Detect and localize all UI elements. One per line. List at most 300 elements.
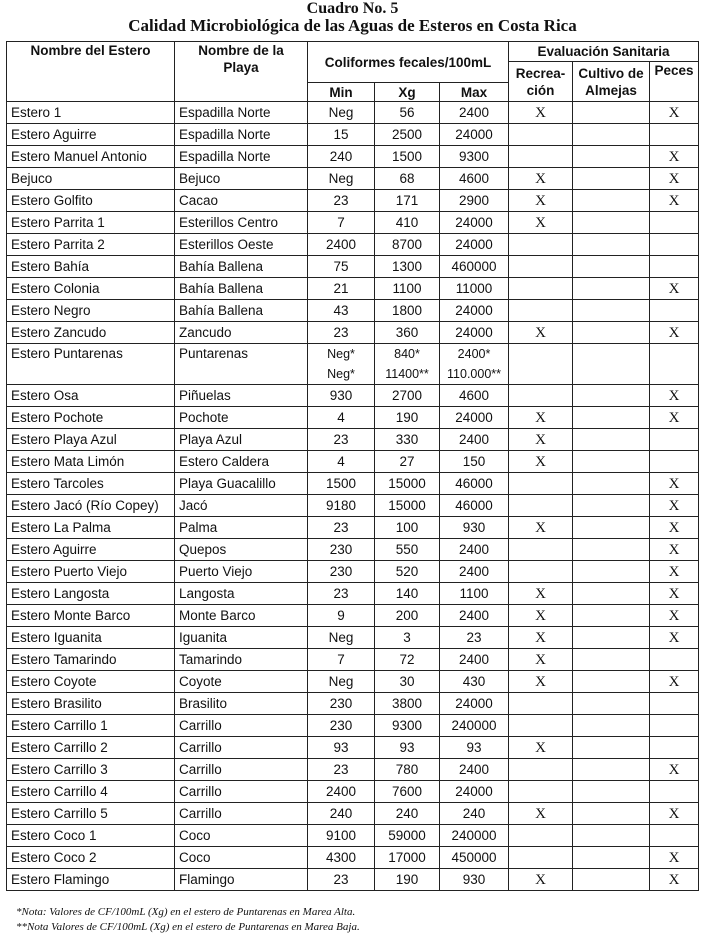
table-row	[7, 473, 699, 495]
cell-max: 93	[440, 737, 509, 759]
cell-max: 24000	[440, 124, 509, 146]
cell-recreacion: X	[509, 605, 573, 627]
cell-almejas	[573, 605, 650, 627]
table-row	[7, 102, 699, 124]
cell-min: 2400	[308, 781, 375, 803]
cell-xg: 17000	[375, 847, 440, 869]
cell-min: 240	[308, 803, 375, 825]
cell-min: 93	[308, 737, 375, 759]
cell-almejas	[573, 627, 650, 649]
cell-xg: 3800	[375, 693, 440, 715]
cell-estero: Estero 1	[7, 102, 175, 124]
cell-estero: Estero Brasilito	[7, 693, 175, 715]
cell-recreacion	[509, 278, 573, 300]
cell-min: 23	[308, 869, 375, 891]
cell-xg: 520	[375, 561, 440, 583]
cell-peces: X	[650, 278, 699, 300]
cell-xg: 550	[375, 539, 440, 561]
cell-min: 2400	[308, 234, 375, 256]
cell-recreacion	[509, 825, 573, 847]
table-row	[7, 168, 699, 190]
cell-recreacion	[509, 146, 573, 168]
cell-peces	[650, 300, 699, 322]
cell-estero: Estero Puntarenas	[7, 344, 175, 385]
table-row	[7, 649, 699, 671]
cell-recreacion	[509, 759, 573, 781]
cell-recreacion	[509, 473, 573, 495]
cell-recreacion: X	[509, 583, 573, 605]
cell-almejas	[573, 539, 650, 561]
cell-max: 2400	[440, 759, 509, 781]
cell-xg: 171	[375, 190, 440, 212]
col-header-coliformes: Coliformes fecales/100mL	[308, 42, 509, 83]
cell-recreacion: X	[509, 627, 573, 649]
cell-peces	[650, 344, 699, 385]
cell-xg: 140	[375, 583, 440, 605]
cell-recreacion: X	[509, 869, 573, 891]
cell-max: 240	[440, 803, 509, 825]
cell-estero: Estero Coyote	[7, 671, 175, 693]
cell-min: 230	[308, 539, 375, 561]
cell-min: Neg	[308, 102, 375, 124]
cell-recreacion	[509, 539, 573, 561]
cell-min: Neg	[308, 627, 375, 649]
cell-recreacion: X	[509, 190, 573, 212]
cell-almejas	[573, 168, 650, 190]
cell-min-alta: Neg*	[327, 347, 355, 361]
table-row	[7, 539, 699, 561]
cell-max: 24000	[440, 234, 509, 256]
cell-almejas	[573, 212, 650, 234]
table-row	[7, 627, 699, 649]
cell-playa: Estero Caldera	[175, 451, 308, 473]
cell-peces	[650, 781, 699, 803]
cell-max: 9300	[440, 146, 509, 168]
cell-min: 7	[308, 649, 375, 671]
cell-max	[440, 344, 509, 385]
cell-playa: Playa Azul	[175, 429, 308, 451]
cell-estero: Estero Tarcoles	[7, 473, 175, 495]
cell-peces	[650, 737, 699, 759]
cell-peces: X	[650, 190, 699, 212]
cell-peces	[650, 825, 699, 847]
water-quality-table	[6, 41, 699, 891]
cell-estero: Estero Carrillo 2	[7, 737, 175, 759]
cell-min: Neg	[308, 671, 375, 693]
cell-playa: Flamingo	[175, 869, 308, 891]
cell-peces: X	[650, 671, 699, 693]
cell-playa: Playa Guacalillo	[175, 473, 308, 495]
table-row	[7, 212, 699, 234]
cell-playa: Palma	[175, 517, 308, 539]
cell-recreacion	[509, 495, 573, 517]
cell-max: 2400	[440, 429, 509, 451]
cell-max: 46000	[440, 495, 509, 517]
cell-estero: Estero Negro	[7, 300, 175, 322]
cell-xg: 2700	[375, 385, 440, 407]
cell-max: 150	[440, 451, 509, 473]
table-title: Calidad Microbiológica de las Aguas de Esteros en Costa Rica	[128, 16, 577, 35]
cell-max: 930	[440, 869, 509, 891]
cell-max: 11000	[440, 278, 509, 300]
cell-playa: Espadilla Norte	[175, 124, 308, 146]
col-header-peces: Peces	[650, 62, 699, 102]
cell-max: 240000	[440, 825, 509, 847]
cell-xg: 1100	[375, 278, 440, 300]
cell-estero: Estero Carrillo 5	[7, 803, 175, 825]
cell-almejas	[573, 146, 650, 168]
cell-almejas	[573, 869, 650, 891]
cell-xg: 3	[375, 627, 440, 649]
cell-xg: 360	[375, 322, 440, 344]
cell-playa: Piñuelas	[175, 385, 308, 407]
cell-min: 23	[308, 759, 375, 781]
cell-peces: X	[650, 803, 699, 825]
table-row	[7, 344, 699, 385]
table-row	[7, 869, 699, 891]
cell-almejas	[573, 847, 650, 869]
cell-max: 23	[440, 627, 509, 649]
cell-peces: X	[650, 847, 699, 869]
cell-almejas	[573, 517, 650, 539]
table-row	[7, 124, 699, 146]
cell-xg: 100	[375, 517, 440, 539]
cell-estero: Bejuco	[7, 168, 175, 190]
cell-max: 24000	[440, 212, 509, 234]
cell-recreacion	[509, 715, 573, 737]
cell-xg: 1500	[375, 146, 440, 168]
cell-almejas	[573, 278, 650, 300]
table-row	[7, 671, 699, 693]
table-row	[7, 234, 699, 256]
cell-max: 24000	[440, 693, 509, 715]
cell-max: 240000	[440, 715, 509, 737]
cell-max-baja: 110.000**	[447, 367, 502, 381]
cell-almejas	[573, 300, 650, 322]
cell-playa: Jacó	[175, 495, 308, 517]
cell-almejas	[573, 715, 650, 737]
cell-min-baja: Neg*	[327, 367, 355, 381]
cell-min: 7	[308, 212, 375, 234]
cell-recreacion: X	[509, 737, 573, 759]
cell-almejas	[573, 102, 650, 124]
cell-max: 46000	[440, 473, 509, 495]
cell-playa: Coyote	[175, 671, 308, 693]
cell-peces: X	[650, 561, 699, 583]
cell-xg: 9300	[375, 715, 440, 737]
cell-playa: Brasilito	[175, 693, 308, 715]
cell-estero: Estero Tamarindo	[7, 649, 175, 671]
cell-peces: X	[650, 407, 699, 429]
col-header-almejas: Cultivo de Almejas	[573, 62, 650, 102]
cell-peces: X	[650, 385, 699, 407]
cell-playa: Bahía Ballena	[175, 300, 308, 322]
col-header-xg: Xg	[375, 83, 440, 102]
cell-almejas	[573, 344, 650, 385]
cell-almejas	[573, 561, 650, 583]
cell-peces: X	[650, 322, 699, 344]
cell-playa: Carrillo	[175, 737, 308, 759]
cell-recreacion: X	[509, 322, 573, 344]
cell-min: 1500	[308, 473, 375, 495]
table-row	[7, 385, 699, 407]
cell-playa: Espadilla Norte	[175, 146, 308, 168]
table-row	[7, 451, 699, 473]
cell-xg	[375, 344, 440, 385]
cell-xg: 15000	[375, 473, 440, 495]
cell-peces	[650, 649, 699, 671]
cell-almejas	[573, 385, 650, 407]
table-row	[7, 693, 699, 715]
cell-xg: 410	[375, 212, 440, 234]
table-body	[7, 102, 699, 891]
cell-peces: X	[650, 869, 699, 891]
cell-estero: Estero La Palma	[7, 517, 175, 539]
cell-estero: Estero Mata Limón	[7, 451, 175, 473]
cell-recreacion	[509, 385, 573, 407]
cell-peces: X	[650, 102, 699, 124]
cell-peces: X	[650, 473, 699, 495]
table-row	[7, 781, 699, 803]
cell-estero: Estero Bahía	[7, 256, 175, 278]
cell-peces: X	[650, 495, 699, 517]
cell-max: 24000	[440, 300, 509, 322]
cell-min: 15	[308, 124, 375, 146]
cell-recreacion	[509, 256, 573, 278]
cell-almejas	[573, 234, 650, 256]
footnote-alta: *Nota: Valores de CF/100mL (Xg) en el estero de Puntarenas en Marea Alta.	[16, 906, 356, 918]
cell-recreacion: X	[509, 803, 573, 825]
cell-peces: X	[650, 517, 699, 539]
col-header-recreacion: Recrea- ción	[509, 62, 573, 102]
table-number: Cuadro No. 5	[306, 0, 399, 17]
cell-playa: Puntarenas	[175, 344, 308, 385]
cell-max: 2400	[440, 539, 509, 561]
cell-max: 24000	[440, 407, 509, 429]
cell-xg-baja: 11400**	[385, 367, 429, 381]
cell-estero: Estero Monte Barco	[7, 605, 175, 627]
cell-playa: Carrillo	[175, 803, 308, 825]
table-row	[7, 847, 699, 869]
cell-playa: Cacao	[175, 190, 308, 212]
cell-estero: Estero Osa	[7, 385, 175, 407]
cell-max: 2400	[440, 605, 509, 627]
table-row	[7, 583, 699, 605]
cell-xg: 190	[375, 407, 440, 429]
cell-min: 4	[308, 407, 375, 429]
cell-estero: Estero Playa Azul	[7, 429, 175, 451]
cell-playa: Langosta	[175, 583, 308, 605]
cell-max-alta: 2400*	[457, 347, 491, 361]
table-row	[7, 825, 699, 847]
cell-xg: 72	[375, 649, 440, 671]
cell-playa: Esterillos Oeste	[175, 234, 308, 256]
cell-xg: 780	[375, 759, 440, 781]
footnotes	[16, 905, 360, 935]
table-row	[7, 146, 699, 168]
cell-estero: Estero Coco 2	[7, 847, 175, 869]
cell-max: 24000	[440, 781, 509, 803]
cell-playa: Esterillos Centro	[175, 212, 308, 234]
table-row	[7, 737, 699, 759]
cell-estero: Estero Aguirre	[7, 539, 175, 561]
cell-max: 4600	[440, 168, 509, 190]
cell-estero: Estero Langosta	[7, 583, 175, 605]
table-row	[7, 803, 699, 825]
cell-estero: Estero Jacó (Río Copey)	[7, 495, 175, 517]
cell-xg: 200	[375, 605, 440, 627]
cell-max: 1100	[440, 583, 509, 605]
cell-peces: X	[650, 583, 699, 605]
col-header-playa: Nombre de la Playa	[175, 42, 308, 102]
cell-playa: Coco	[175, 825, 308, 847]
cell-playa: Bahía Ballena	[175, 256, 308, 278]
cell-almejas	[573, 322, 650, 344]
cell-xg: 15000	[375, 495, 440, 517]
cell-recreacion	[509, 847, 573, 869]
cell-min: 930	[308, 385, 375, 407]
cell-max: 2400	[440, 102, 509, 124]
cell-playa: Coco	[175, 847, 308, 869]
table-row	[7, 715, 699, 737]
cell-playa: Bejuco	[175, 168, 308, 190]
cell-almejas	[573, 583, 650, 605]
col-header-max: Max	[440, 83, 509, 102]
cell-recreacion	[509, 344, 573, 385]
cell-almejas	[573, 190, 650, 212]
cell-peces: X	[650, 539, 699, 561]
cell-min: 4	[308, 451, 375, 473]
cell-min: 9	[308, 605, 375, 627]
cell-estero: Estero Puerto Viejo	[7, 561, 175, 583]
cell-almejas	[573, 649, 650, 671]
cell-xg: 7600	[375, 781, 440, 803]
cell-almejas	[573, 495, 650, 517]
cell-min: 4300	[308, 847, 375, 869]
cell-playa: Pochote	[175, 407, 308, 429]
cell-xg: 59000	[375, 825, 440, 847]
cell-almejas	[573, 124, 650, 146]
cell-max: 4600	[440, 385, 509, 407]
cell-playa: Carrillo	[175, 781, 308, 803]
cell-xg: 190	[375, 869, 440, 891]
cell-almejas	[573, 429, 650, 451]
cell-recreacion: X	[509, 671, 573, 693]
cell-almejas	[573, 693, 650, 715]
table-row	[7, 407, 699, 429]
cell-almejas	[573, 671, 650, 693]
cell-max: 430	[440, 671, 509, 693]
col-header-evaluacion: Evaluación Sanitaria	[509, 42, 699, 62]
cell-min: Neg	[308, 168, 375, 190]
cell-estero: Estero Parrita 1	[7, 212, 175, 234]
table-row	[7, 190, 699, 212]
cell-xg: 8700	[375, 234, 440, 256]
cell-xg: 68	[375, 168, 440, 190]
cell-estero: Estero Carrillo 3	[7, 759, 175, 781]
cell-peces	[650, 715, 699, 737]
cell-peces	[650, 212, 699, 234]
cell-estero: Estero Carrillo 4	[7, 781, 175, 803]
cell-min: 9180	[308, 495, 375, 517]
cell-recreacion: X	[509, 517, 573, 539]
cell-peces	[650, 124, 699, 146]
table-row	[7, 495, 699, 517]
cell-recreacion	[509, 561, 573, 583]
table-row	[7, 605, 699, 627]
cell-playa: Espadilla Norte	[175, 102, 308, 124]
cell-almejas	[573, 803, 650, 825]
cell-xg: 330	[375, 429, 440, 451]
cell-estero: Estero Parrita 2	[7, 234, 175, 256]
cell-playa: Zancudo	[175, 322, 308, 344]
cell-min: 230	[308, 693, 375, 715]
cell-playa: Quepos	[175, 539, 308, 561]
cell-min	[308, 344, 375, 385]
cell-peces: X	[650, 168, 699, 190]
cell-estero: Estero Golfito	[7, 190, 175, 212]
cell-recreacion	[509, 234, 573, 256]
cell-recreacion: X	[509, 212, 573, 234]
cell-xg: 1300	[375, 256, 440, 278]
cell-estero: Estero Colonia	[7, 278, 175, 300]
table-row	[7, 561, 699, 583]
cell-estero: Estero Pochote	[7, 407, 175, 429]
cell-estero: Estero Aguirre	[7, 124, 175, 146]
cell-max: 2400	[440, 561, 509, 583]
cell-peces: X	[650, 627, 699, 649]
cell-estero: Estero Flamingo	[7, 869, 175, 891]
cell-max: 450000	[440, 847, 509, 869]
cell-recreacion	[509, 124, 573, 146]
cell-almejas	[573, 407, 650, 429]
footnote-baja: **Nota Valores de CF/100mL (Xg) en el estero de Puntarenas en Marea Baja.	[16, 921, 360, 933]
cell-recreacion: X	[509, 429, 573, 451]
cell-almejas	[573, 737, 650, 759]
col-header-estero: Nombre del Estero	[7, 42, 175, 102]
cell-min: 23	[308, 517, 375, 539]
cell-peces	[650, 451, 699, 473]
cell-xg: 2500	[375, 124, 440, 146]
cell-estero: Estero Carrillo 1	[7, 715, 175, 737]
col-header-min: Min	[308, 83, 375, 102]
cell-playa: Carrillo	[175, 759, 308, 781]
table-row	[7, 322, 699, 344]
cell-peces	[650, 234, 699, 256]
table-row	[7, 429, 699, 451]
cell-almejas	[573, 781, 650, 803]
table-row	[7, 278, 699, 300]
cell-min: 23	[308, 429, 375, 451]
cell-xg: 30	[375, 671, 440, 693]
cell-min: 230	[308, 561, 375, 583]
cell-peces	[650, 693, 699, 715]
cell-recreacion: X	[509, 168, 573, 190]
cell-playa: Tamarindo	[175, 649, 308, 671]
cell-xg: 93	[375, 737, 440, 759]
cell-peces	[650, 429, 699, 451]
cell-playa: Puerto Viejo	[175, 561, 308, 583]
cell-playa: Iguanita	[175, 627, 308, 649]
cell-playa: Bahía Ballena	[175, 278, 308, 300]
cell-almejas	[573, 473, 650, 495]
cell-peces: X	[650, 605, 699, 627]
cell-almejas	[573, 256, 650, 278]
cell-recreacion: X	[509, 451, 573, 473]
cell-estero: Estero Iguanita	[7, 627, 175, 649]
cell-peces: X	[650, 759, 699, 781]
table-row	[7, 517, 699, 539]
